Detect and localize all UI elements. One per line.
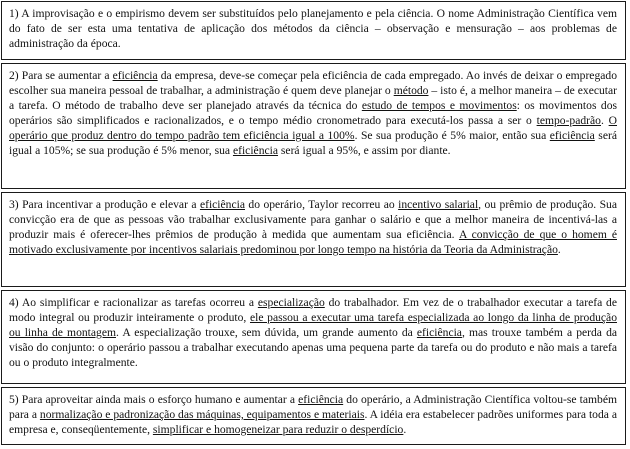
text-run: do trabalhador. Em vez de o trabalhador executar a tarefa de modo integral ou produzir inteiramente o produto, xyxy=(9,296,617,324)
text-run: , ou prêmio de produção. Sua convicção era de que as pessoas vão trabalhar exclusivamente para ganhar o salário e que a melhor maneira de incentivá-las a produzir mais é oferecer-lhes prêmios de produção à medida que aumentam sua eficiência. xyxy=(9,198,618,241)
text-run: Ao simplificar e racionalizar as tarefas ocorreu a xyxy=(21,296,258,309)
text-run: Para incentivar a produção e elevar a xyxy=(22,198,200,211)
underlined-text: incentivo salarial xyxy=(398,198,479,211)
text-run: Para aproveitar ainda mais o esforço humano e aumentar a xyxy=(21,393,299,406)
underlined-text: A convicção de que o homem é motivado exclusivamente por incentivos salariais predominou por longo tempo na história da Teoria da Administração xyxy=(9,228,617,256)
underlined-text: especialização xyxy=(257,296,325,309)
document-page xyxy=(1,1,628,447)
underlined-text: simplificar e homogeneizar para reduzir o desperdício xyxy=(152,423,404,436)
principle-text-2 xyxy=(9,68,617,158)
principle-text-4 xyxy=(9,295,617,370)
underlined-text: normalização e padronização das máquinas, equipamentos e materiais xyxy=(39,408,365,421)
text-run: A improvisação e o empirismo devem ser substituídos pelo planejamento e pela ciência. O nome Administração Científica vem do fato de ser esta uma tentativa de aplicação dos métodos da ciência – observação e mensuração – aos problemas de administração da época. xyxy=(9,7,617,50)
underlined-text: O operário que produz dentro do tempo padrão tem eficiência igual a 100% xyxy=(9,114,618,142)
text-run: do operário, Taylor recorreu ao xyxy=(245,198,399,211)
underlined-text: estudo de tempos e movimentos xyxy=(361,99,517,112)
text-run: . xyxy=(403,423,407,436)
text-run: : os movimentos dos operários são simplificados e racionalizados, e o tempo médio cronometrado para executá-los passa a ser o xyxy=(9,99,617,127)
text-run: da empresa, deve-se começar pela eficiência de cada empregado. Ao invés de deixar o empregado escolher sua maneira pessoal de trabalhar, a administração é quem deve planejar o xyxy=(9,69,617,97)
text-run: . Se sua produção é 5% maior, então sua xyxy=(354,129,550,142)
item-number: 1) xyxy=(9,7,19,20)
principle-box-3 xyxy=(1,192,626,287)
principle-box-2 xyxy=(1,63,626,189)
text-run: . A especialização trouxe, sem dúvida, um grande aumento da xyxy=(116,326,417,339)
principle-text-5 xyxy=(9,392,617,437)
underlined-text: método xyxy=(393,84,429,97)
underlined-text: eficiência xyxy=(298,393,344,406)
principle-box-4 xyxy=(1,290,626,384)
principle-box-1 xyxy=(1,1,626,60)
principle-box-5 xyxy=(1,387,626,445)
item-number: 2) xyxy=(9,69,19,82)
text-run: Para se aumentar a xyxy=(21,69,113,82)
text-run: . xyxy=(600,114,609,127)
underlined-text: eficiência xyxy=(232,144,279,157)
text-run: será igual a 95%, e assim por diante. xyxy=(278,144,451,157)
item-number: 3) xyxy=(9,198,19,211)
item-number: 4) xyxy=(9,296,19,309)
text-run: – isto é, a melhor maneira – de executar a tarefa. O método de trabalho deve ser planejado através da técnica do xyxy=(9,84,618,112)
underlined-text: ele passou a executar uma tarefa especializada ao longo da linha de produção ou linha de montagem xyxy=(9,311,617,339)
underlined-text: eficiência xyxy=(549,129,595,142)
text-run: . A idéia era estabelecer padrões uniformes para toda a empresa e, conseqüentemente, xyxy=(9,408,617,436)
underlined-text: tempo-padrão xyxy=(536,114,601,127)
principle-text-1 xyxy=(9,6,617,51)
underlined-text: eficiência xyxy=(199,198,245,211)
item-number: 5) xyxy=(9,393,19,406)
text-run: , mas trouxe também a perda da visão do conjunto: o operário passou a trabalhar executando apenas uma pequena parte da tarefa ou do produto e não mais a tarefa ou o produto integralmente. xyxy=(9,326,618,369)
underlined-text: eficiência xyxy=(416,326,462,339)
text-run: será igual a 105%; se sua produção é 5% menor, sua xyxy=(9,129,617,157)
text-run: do operário, a Administração Científica voltou-se também para a xyxy=(9,393,617,421)
text-run: . xyxy=(557,243,561,256)
principle-text-3 xyxy=(9,197,617,257)
underlined-text: eficiência xyxy=(112,69,158,82)
